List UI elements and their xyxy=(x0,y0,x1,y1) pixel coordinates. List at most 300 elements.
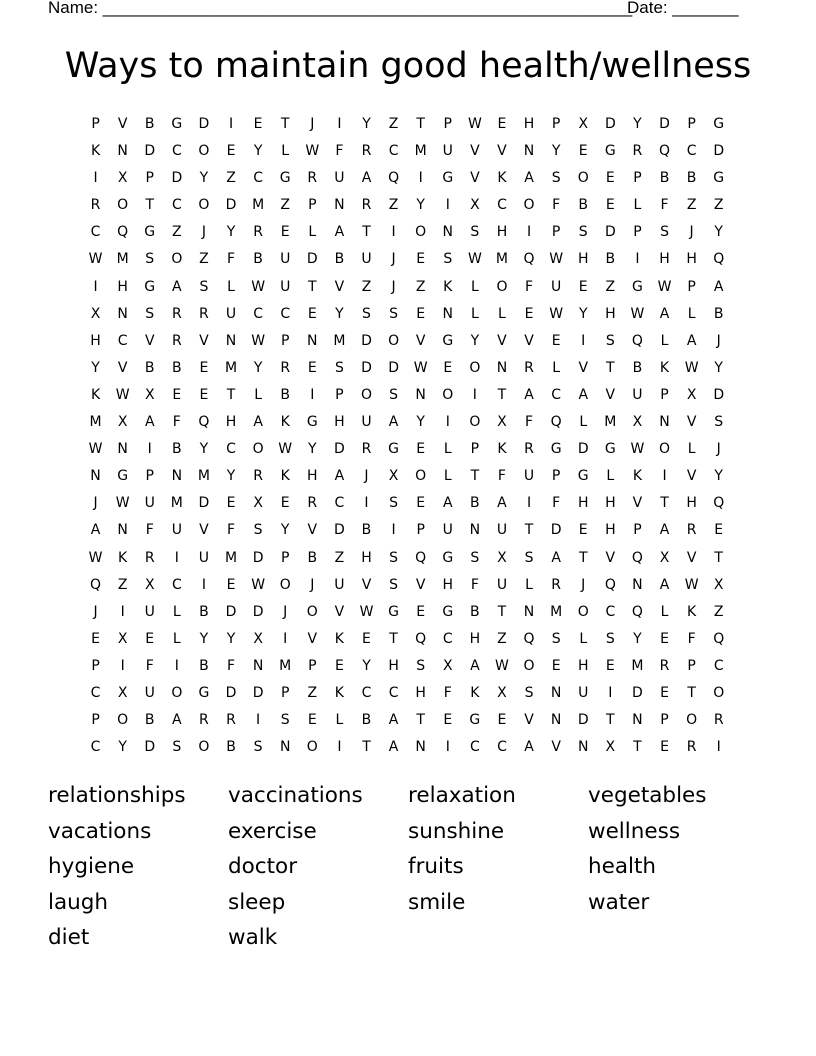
grid-letter: M xyxy=(333,332,346,349)
word-list-item: hygiene xyxy=(48,854,135,880)
grid-letter: J xyxy=(581,576,586,593)
grid-letter: O xyxy=(171,684,183,701)
grid-letter: B xyxy=(253,251,263,268)
grid-letter: F xyxy=(226,657,236,674)
grid-letter: M xyxy=(550,603,563,620)
grid-letter: Y xyxy=(416,197,425,214)
grid-letter: K xyxy=(90,143,101,160)
grid-letter: B xyxy=(144,116,155,132)
grid-letter: R xyxy=(686,522,697,539)
grid-letter: X xyxy=(253,495,263,512)
grid-letter: X xyxy=(497,549,507,566)
grid-letter: N xyxy=(117,522,128,539)
grid-letter: W xyxy=(657,278,672,295)
grid-letter: T xyxy=(416,712,425,729)
grid-letter: Y xyxy=(578,305,588,322)
grid-letter: N xyxy=(117,441,128,458)
grid-letter: N xyxy=(550,712,562,729)
grid-letter: Y xyxy=(199,630,209,647)
grid-letter: Y xyxy=(633,116,642,132)
grid-letter: O xyxy=(306,603,318,620)
grid-letter: O xyxy=(577,603,589,620)
grid-letter: M xyxy=(116,251,129,268)
grid-letter: B xyxy=(578,197,589,214)
grid-letter: F xyxy=(552,495,561,512)
grid-letter: V xyxy=(415,332,426,349)
grid-letter: N xyxy=(523,143,535,160)
grid-letter: V xyxy=(551,739,561,756)
grid-letter: F xyxy=(660,197,669,214)
grid-letter: I xyxy=(201,576,206,593)
word-list-item: smile xyxy=(408,889,466,915)
grid-letter: N xyxy=(252,657,264,674)
grid-letter: O xyxy=(415,224,427,241)
grid-letter: R xyxy=(659,657,670,674)
word-list-item: sunshine xyxy=(408,818,505,844)
grid-letter: D xyxy=(225,603,237,620)
grid-letter: V xyxy=(144,332,155,349)
grid-letter: M xyxy=(414,143,427,160)
grid-letter: L xyxy=(498,305,506,322)
grid-letter: R xyxy=(361,197,372,214)
grid-letter: R xyxy=(171,305,182,322)
grid-letter: J xyxy=(93,603,98,620)
grid-letter: M xyxy=(170,495,183,512)
grid-letter: Z xyxy=(388,197,399,214)
grid-letter: E xyxy=(714,522,724,539)
grid-letter: Q xyxy=(388,170,400,187)
grid-letter: E xyxy=(145,630,155,647)
grid-letter: G xyxy=(604,143,616,160)
grid-letter: P xyxy=(470,441,480,458)
grid-letter: O xyxy=(469,359,481,376)
grid-letter: U xyxy=(280,278,291,295)
grid-letter: P xyxy=(335,386,344,403)
grid-letter: V xyxy=(199,332,209,349)
grid-letter: I xyxy=(256,712,261,729)
grid-letter: G xyxy=(442,603,454,620)
grid-letter: P xyxy=(687,657,696,674)
grid-letter: R xyxy=(307,495,318,512)
grid-letter: K xyxy=(280,468,290,485)
grid-letter: O xyxy=(198,143,210,160)
grid-letter: S xyxy=(389,386,399,403)
grid-letter: L xyxy=(525,576,533,593)
grid-letter: W xyxy=(278,441,293,458)
grid-letter: U xyxy=(171,522,182,539)
grid-letter: R xyxy=(253,468,263,485)
grid-letter: O xyxy=(117,197,129,214)
grid-letter: H xyxy=(605,305,616,322)
grid-letter: I xyxy=(174,549,179,566)
grid-letter: A xyxy=(524,386,534,403)
grid-letter: X xyxy=(388,468,399,485)
grid-letter: A xyxy=(713,278,724,295)
grid-letter: T xyxy=(524,522,534,539)
grid-letter: Q xyxy=(713,630,725,647)
grid-letter: C xyxy=(90,739,101,756)
grid-letter: Y xyxy=(362,657,371,674)
grid-letter: Q xyxy=(198,414,210,431)
grid-letter: E xyxy=(524,305,534,322)
grid-letter: T xyxy=(226,386,236,403)
grid-letter: N xyxy=(307,332,318,349)
grid-letter: G xyxy=(469,712,481,729)
grid-letter: B xyxy=(172,359,182,376)
grid-letter: G xyxy=(198,684,210,701)
grid-letter: O xyxy=(360,386,372,403)
grid-letter: O xyxy=(659,441,671,458)
grid-letter: L xyxy=(254,386,263,403)
grid-letter: S xyxy=(416,657,426,674)
grid-letter: U xyxy=(198,549,210,566)
grid-letter: G xyxy=(604,441,616,458)
grid-letter: C xyxy=(361,684,372,701)
grid-letter: H xyxy=(90,332,101,349)
word-list-item: water xyxy=(588,889,650,915)
grid-letter: L xyxy=(227,278,235,295)
grid-letter: S xyxy=(578,224,588,241)
grid-letter: V xyxy=(117,116,128,132)
grid-letter: C xyxy=(686,143,697,160)
grid-letter: K xyxy=(90,386,101,403)
grid-letter: Z xyxy=(713,603,724,620)
grid-letter: H xyxy=(605,495,616,512)
grid-letter: H xyxy=(496,224,508,241)
grid-letter: P xyxy=(551,224,561,241)
grid-letter: A xyxy=(578,386,589,403)
grid-letter: S xyxy=(470,549,480,566)
grid-letter: U xyxy=(361,251,372,268)
grid-letter: P xyxy=(687,116,696,132)
grid-letter: G xyxy=(171,116,183,132)
grid-letter: P xyxy=(443,116,452,132)
grid-letter: L xyxy=(172,630,181,647)
word-list-item: relationships xyxy=(48,783,186,808)
grid-letter: I xyxy=(526,495,532,512)
grid-letter: E xyxy=(578,143,588,160)
grid-letter: S xyxy=(470,224,480,241)
grid-letter: R xyxy=(199,712,209,729)
grid-letter: V xyxy=(524,712,534,729)
grid-letter: F xyxy=(552,197,561,214)
grid-letter: E xyxy=(226,143,236,160)
grid-letter: T xyxy=(145,197,155,214)
grid-letter: L xyxy=(443,468,452,485)
grid-letter: D xyxy=(604,116,616,132)
grid-letter: K xyxy=(280,414,290,431)
grid-letter: B xyxy=(713,305,724,322)
grid-letter: I xyxy=(228,116,234,132)
grid-letter: E xyxy=(578,522,588,539)
grid-letter: V xyxy=(470,170,480,187)
grid-letter: I xyxy=(445,414,450,431)
grid-letter: Z xyxy=(497,630,507,647)
grid-letter: F xyxy=(443,684,452,701)
grid-letter: S xyxy=(605,332,615,349)
grid-letter: E xyxy=(416,305,426,322)
grid-letter: X xyxy=(713,576,724,593)
grid-letter: S xyxy=(145,305,155,322)
word-list-item: vaccinations xyxy=(228,783,363,808)
grid-letter: A xyxy=(442,495,453,512)
grid-letter: X xyxy=(117,170,128,187)
grid-letter: B xyxy=(199,657,209,674)
grid-letter: N xyxy=(442,305,453,322)
grid-letter: B xyxy=(199,603,209,620)
grid-letter: C xyxy=(226,441,236,458)
grid-letter: U xyxy=(280,251,291,268)
grid-letter: E xyxy=(253,116,263,132)
grid-letter: H xyxy=(334,414,345,431)
grid-letter: I xyxy=(93,170,98,187)
grid-letter: B xyxy=(632,359,643,376)
grid-letter: D xyxy=(632,684,643,701)
grid-letter: U xyxy=(361,414,372,431)
grid-letter: D xyxy=(713,386,725,403)
grid-letter: D xyxy=(361,359,372,376)
grid-letter: E xyxy=(280,224,290,241)
grid-letter: P xyxy=(687,278,696,295)
grid-letter: N xyxy=(225,332,237,349)
grid-letter: E xyxy=(416,495,426,512)
grid-letter: C xyxy=(497,739,507,756)
grid-letter: D xyxy=(659,116,670,132)
grid-letter: R xyxy=(253,224,263,241)
grid-letter: F xyxy=(335,143,344,160)
grid-letter: W xyxy=(467,116,482,132)
grid-letter: E xyxy=(605,657,615,674)
grid-letter: Q xyxy=(117,224,129,241)
grid-letter: Q xyxy=(523,630,535,647)
grid-letter: P xyxy=(91,116,100,132)
grid-letter: P xyxy=(660,712,669,729)
grid-letter: P xyxy=(633,170,642,187)
grid-letter: S xyxy=(389,549,399,566)
grid-letter: V xyxy=(686,414,697,431)
grid-letter: Y xyxy=(335,305,344,322)
grid-letter: Y xyxy=(551,143,561,160)
grid-letter: P xyxy=(145,170,154,187)
grid-letter: U xyxy=(442,522,453,539)
grid-letter: K xyxy=(497,170,507,187)
grid-letter: I xyxy=(581,332,586,349)
grid-letter: G xyxy=(279,170,291,187)
grid-letter: B xyxy=(686,170,697,187)
grid-letter: D xyxy=(171,170,183,187)
grid-letter: A xyxy=(253,414,263,431)
grid-letter: L xyxy=(660,332,669,349)
grid-letter: F xyxy=(470,576,479,593)
grid-letter: O xyxy=(279,576,291,593)
grid-letter: Z xyxy=(172,224,182,241)
grid-letter: P xyxy=(416,522,425,539)
grid-letter: B xyxy=(470,495,480,512)
word-list-item: doctor xyxy=(228,854,298,880)
grid-letter: W xyxy=(684,359,699,376)
grid-letter: M xyxy=(252,197,265,214)
grid-letter: E xyxy=(199,386,209,403)
grid-letter: N xyxy=(415,739,426,756)
grid-letter: E xyxy=(605,197,615,214)
grid-letter: O xyxy=(523,657,535,674)
grid-letter: O xyxy=(496,278,508,295)
grid-letter: E xyxy=(416,251,426,268)
grid-letter: E xyxy=(280,495,290,512)
grid-letter: K xyxy=(334,684,344,701)
grid-letter: D xyxy=(361,332,372,349)
grid-letter: A xyxy=(334,468,345,485)
grid-letter: Z xyxy=(388,116,399,132)
grid-letter: J xyxy=(201,224,206,241)
grid-letter: W xyxy=(549,305,564,322)
grid-letter: J xyxy=(716,441,721,458)
grid-letter: N xyxy=(415,386,426,403)
grid-letter: R xyxy=(171,332,182,349)
word-list-item: relaxation xyxy=(408,783,516,808)
grid-letter: Z xyxy=(226,170,236,187)
grid-letter: X xyxy=(117,684,128,701)
grid-letter: S xyxy=(280,712,290,729)
grid-letter: H xyxy=(388,657,399,674)
grid-letter: U xyxy=(442,143,453,160)
grid-letter: U xyxy=(523,468,535,485)
grid-letter: J xyxy=(364,468,369,485)
grid-letter: H xyxy=(415,684,426,701)
grid-letter: Y xyxy=(226,224,236,241)
grid-letter: I xyxy=(283,630,288,647)
grid-letter: Q xyxy=(713,251,725,268)
grid-letter: D xyxy=(306,251,318,268)
grid-letter: L xyxy=(470,278,479,295)
grid-letter: E xyxy=(307,305,317,322)
word-list-item: exercise xyxy=(228,818,317,844)
grid-letter: W xyxy=(88,441,103,458)
grid-letter: O xyxy=(198,739,210,756)
grid-letter: S xyxy=(253,522,263,539)
grid-letter: H xyxy=(577,657,589,674)
grid-letter: L xyxy=(687,305,696,322)
grid-letter: W xyxy=(115,386,130,403)
grid-letter: I xyxy=(147,441,152,458)
grid-letter: E xyxy=(172,386,182,403)
grid-letter: S xyxy=(660,224,669,241)
grid-letter: P xyxy=(91,657,100,674)
grid-letter: Y xyxy=(714,224,723,241)
grid-letter: S xyxy=(253,739,263,756)
grid-letter: U xyxy=(334,170,345,187)
grid-letter: P xyxy=(145,468,154,485)
grid-letter: S xyxy=(524,684,534,701)
grid-letter: Y xyxy=(362,116,371,132)
grid-letter: L xyxy=(633,197,642,214)
grid-letter: E xyxy=(551,657,561,674)
grid-letter: O xyxy=(713,684,725,701)
grid-letter: V xyxy=(199,522,209,539)
grid-letter: R xyxy=(551,576,561,593)
grid-letter: Y xyxy=(91,359,100,376)
grid-letter: K xyxy=(687,603,697,620)
grid-letter: Q xyxy=(550,414,562,431)
grid-letter: M xyxy=(224,549,238,566)
grid-letter: O xyxy=(117,712,129,729)
grid-letter: M xyxy=(631,657,644,674)
word-list-item: diet xyxy=(48,925,90,951)
word-list-item: sleep xyxy=(228,889,286,915)
grid-letter: M xyxy=(197,468,210,485)
grid-letter: E xyxy=(660,630,669,647)
grid-letter: K xyxy=(632,468,643,485)
word-list-item: health xyxy=(588,854,657,880)
grid-letter: Z xyxy=(117,576,128,593)
grid-letter: D xyxy=(713,143,725,160)
grid-letter: B xyxy=(144,359,155,376)
grid-letter: Q xyxy=(604,576,616,593)
grid-letter: B xyxy=(659,170,670,187)
grid-letter: O xyxy=(523,197,535,214)
grid-letter: V xyxy=(578,359,589,376)
grid-letter: A xyxy=(388,739,399,756)
grid-letter: S xyxy=(334,359,344,376)
grid-letter: V xyxy=(497,332,507,349)
grid-letter: R xyxy=(713,712,724,729)
grid-letter: I xyxy=(337,116,342,132)
grid-letter: N xyxy=(90,468,101,485)
grid-letter: T xyxy=(362,224,371,241)
grid-letter: T xyxy=(497,603,507,620)
grid-letter: A xyxy=(686,332,697,349)
grid-letter: W xyxy=(251,278,266,295)
grid-letter: G xyxy=(144,278,156,295)
grid-letter: F xyxy=(172,414,181,431)
grid-letter: Q xyxy=(415,630,427,647)
grid-letter: I xyxy=(120,657,125,674)
grid-letter: O xyxy=(198,197,210,214)
grid-letter: W xyxy=(684,576,699,593)
grid-letter: Z xyxy=(713,197,724,214)
grid-letter: A xyxy=(172,712,182,729)
grid-letter: E xyxy=(307,712,317,729)
grid-letter: Z xyxy=(280,197,290,214)
grid-letter: S xyxy=(389,576,399,593)
grid-letter: V xyxy=(117,359,128,376)
grid-letter: B xyxy=(361,712,372,729)
grid-letter: E xyxy=(362,630,371,647)
grid-letter: R xyxy=(632,143,643,160)
grid-letter: S xyxy=(199,278,209,295)
grid-letter: V xyxy=(307,522,318,539)
grid-letter: L xyxy=(579,630,588,647)
grid-letter: W xyxy=(305,143,320,160)
grid-letter: G xyxy=(388,441,399,458)
grid-letter: O xyxy=(469,414,481,431)
grid-letter: I xyxy=(364,495,369,512)
grid-letter: X xyxy=(253,630,263,647)
grid-letter: O xyxy=(442,386,454,403)
grid-letter: I xyxy=(391,224,396,241)
grid-letter: C xyxy=(253,170,263,187)
grid-letter: C xyxy=(171,576,182,593)
grid-letter: D xyxy=(198,495,210,512)
grid-letter: U xyxy=(496,522,508,539)
grid-letter: N xyxy=(659,414,670,431)
grid-letter: H xyxy=(117,278,128,295)
grid-letter: G xyxy=(117,468,129,485)
grid-letter: W xyxy=(88,549,103,566)
grid-letter: K xyxy=(443,278,453,295)
grid-letter: E xyxy=(660,739,669,756)
grid-letter: S xyxy=(389,305,399,322)
